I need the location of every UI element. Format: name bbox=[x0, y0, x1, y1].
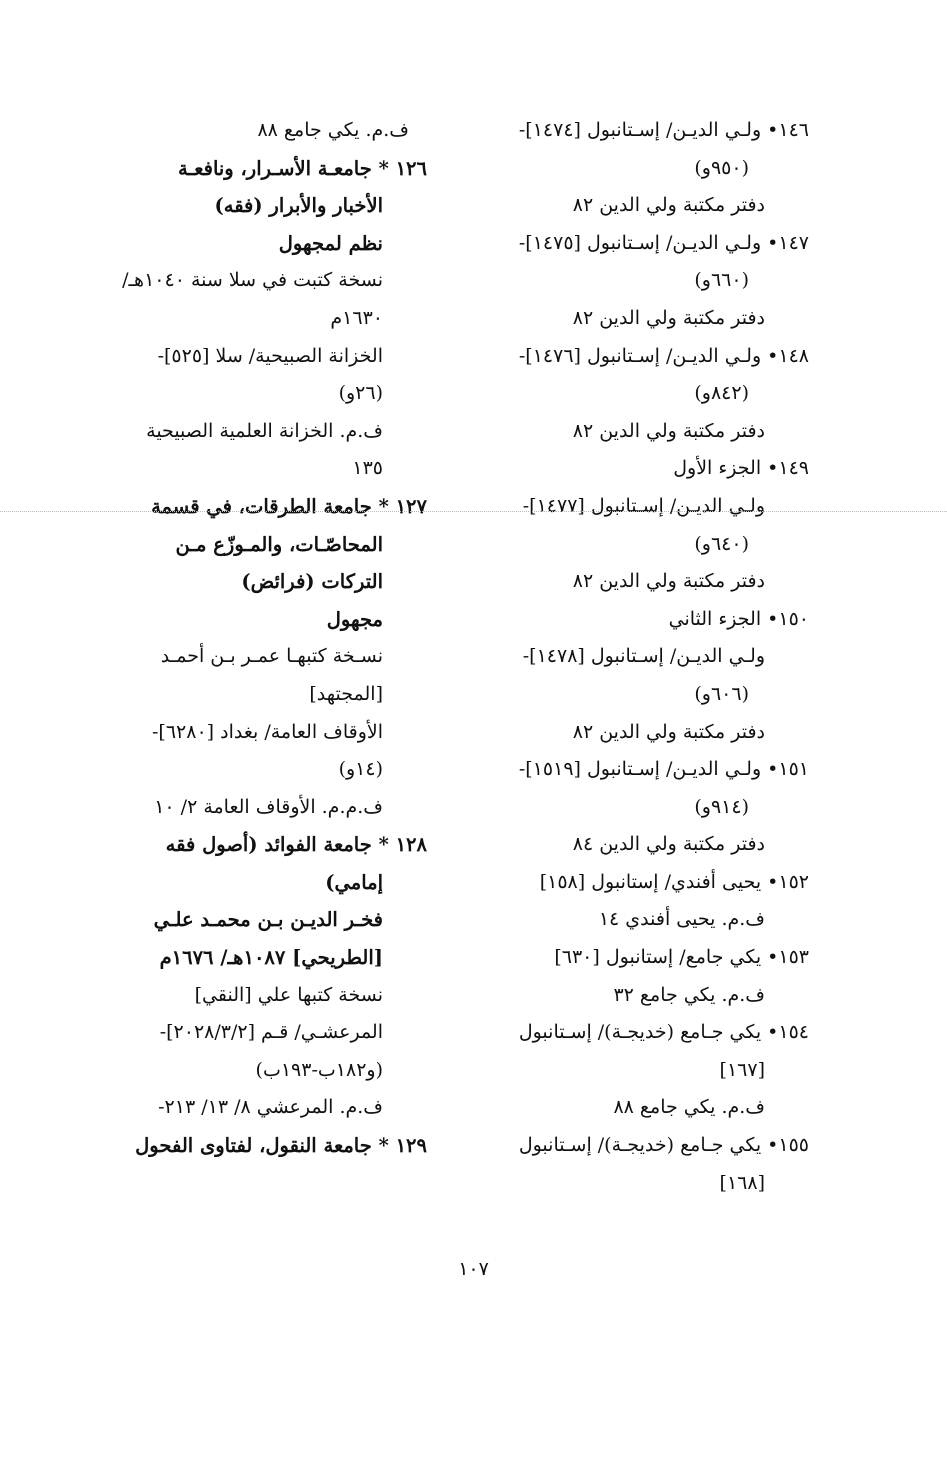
entry-line: نسخة كتبها علي [النقي] bbox=[194, 983, 383, 1006]
entry-heading-line: فخـر الديـن بـن محمـد علـي bbox=[153, 908, 383, 932]
entry-heading-line: التركات (فرائض) bbox=[241, 570, 383, 594]
entry-line: ف.م. يكي جامع ٨٨ bbox=[257, 119, 409, 141]
entry-line: (٢٦و) bbox=[338, 382, 383, 405]
entry-line: ١٤٦• ولـي الديـن/ إسـتانبول [١٤٧٤]- bbox=[518, 119, 809, 141]
entry-line: الأوقاف العامة/ بغداد [٦٢٨٠]- bbox=[151, 720, 383, 743]
entry-line: [المجتهد] bbox=[309, 682, 383, 705]
entry-line: ف.م. المرعشي ٨/ ١٣/ ٢١٣- bbox=[158, 1096, 383, 1119]
entry-line: ١٤٨• ولـي الديـن/ إسـتانبول [١٤٧٦]- bbox=[518, 344, 809, 367]
entry-line: دفتر مكتبة ولي الدين ٨٢ bbox=[572, 194, 765, 217]
entry-line: ١٥٠• الجزء الثاني bbox=[668, 607, 809, 630]
entry-line: ١٦٣٠م bbox=[330, 306, 383, 329]
entry-line: (٦٦٠و) bbox=[694, 269, 749, 292]
entry-heading-line: مجهول bbox=[326, 607, 383, 631]
entry-line: (٦٤٠و) bbox=[694, 532, 749, 555]
entry-line: (٨٤٢و) bbox=[694, 382, 749, 405]
right-column bbox=[449, 112, 809, 1202]
entry-line: ١٥١• ولـي الديـن/ إسـتانبول [١٥١٩]- bbox=[518, 758, 809, 781]
entry-line: ١٥٤• يكي جـامع (خديجـة)/ إسـتانبول bbox=[518, 1021, 809, 1044]
entry-line: دفتر مكتبة ولي الدين ٨٢ bbox=[572, 306, 765, 329]
entry-line: الخزانة الصبيحية/ سلا [٥٢٥]- bbox=[157, 344, 383, 367]
entry-line: ف.م.م. الأوقاف العامة ٢/ ١٠ bbox=[154, 795, 383, 818]
entry-line: ١٥٥• يكي جـامع (خديجـة)/ إسـتانبول bbox=[518, 1134, 809, 1157]
entry-line: دفتر مكتبة ولي الدين ٨٤ bbox=[572, 833, 765, 856]
entry-line: ف.م. يحيى أفندي ١٤ bbox=[598, 908, 765, 931]
entry-line: (٩١٤و) bbox=[694, 795, 749, 818]
entry-heading-line: ١٢٩ * جامعة النقول، لفتاوى الفحول bbox=[135, 1134, 427, 1158]
entry-line: دفتر مكتبة ولي الدين ٨٢ bbox=[572, 720, 765, 743]
entry-line: نسـخة كتبهـا عمـر بـن أحمـد bbox=[160, 645, 383, 668]
entry-heading-line: ١٢٦ * جامعـة الأسـرار، ونافعـة bbox=[178, 156, 427, 180]
entry-line: ولـي الديـن/ إسـتانبول [١٤٧٨]- bbox=[522, 645, 765, 668]
entry-heading-line: ١٢٧ * جامعة الطرقات، في قسمة bbox=[151, 494, 427, 518]
entry-line: ف.م. الخزانة العلمية الصبيحية bbox=[146, 419, 383, 442]
entry-line: المرعشـي/ قـم [٢٠٢٨/٣/٢]- bbox=[159, 1021, 383, 1044]
entry-line: ١٤٩• الجزء الأول bbox=[673, 457, 809, 480]
page-number: ١٠٧ bbox=[458, 1258, 489, 1280]
entry-line: دفتر مكتبة ولي الدين ٨٢ bbox=[572, 570, 765, 593]
entry-line: ف.م. يكي جامع ٨٨ bbox=[613, 1096, 765, 1119]
entry-heading-line: نظم لمجهول bbox=[278, 231, 383, 255]
scan-artifact-line bbox=[0, 511, 947, 512]
entry-heading-line: الأخبار والأبرار (فقه) bbox=[214, 194, 383, 218]
entry-line: ولـي الديـن/ إسـتانبول [١٤٧٧]- bbox=[522, 494, 765, 517]
entry-line: (٩٥٠و) bbox=[694, 156, 749, 179]
entry-line: ١٥٢• يحيى أفندي/ إستانبول [١٥٨] bbox=[539, 870, 809, 893]
entry-line: (٦٠٦و) bbox=[694, 682, 749, 705]
entry-line: دفتر مكتبة ولي الدين ٨٢ bbox=[572, 419, 765, 442]
entry-heading-line: [الطريحي] ١٠٨٧هـ/ ١٦٧٦م bbox=[159, 946, 383, 970]
entry-line: ١٣٥ bbox=[352, 457, 383, 480]
entry-line: (١٤و) bbox=[338, 758, 383, 781]
entry-line: ١٤٧• ولـي الديـن/ إسـتانبول [١٤٧٥]- bbox=[518, 231, 809, 254]
entry-line: ف.م. يكي جامع ٣٢ bbox=[613, 983, 765, 1006]
entry-line: (و١٨٢ب-١٩٣ب) bbox=[255, 1058, 383, 1081]
entry-line: نسخة كتبت في سلا سنة ١٠٤٠هـ/ bbox=[122, 269, 383, 292]
left-column bbox=[92, 112, 427, 1165]
entry-line: [١٦٧] bbox=[719, 1058, 765, 1081]
entry-line: [١٦٨] bbox=[719, 1171, 765, 1194]
entry-heading-line: المحاصّـات، والمـوزّع مـن bbox=[175, 532, 383, 556]
entry-heading-line: إمامي) bbox=[325, 870, 383, 894]
entry-heading-line: ١٢٨ * جامعة الفوائد (أصول فقه bbox=[165, 833, 427, 857]
entry-line: ١٥٣• يكي جامع/ إستانبول [٦٣٠] bbox=[554, 946, 809, 969]
